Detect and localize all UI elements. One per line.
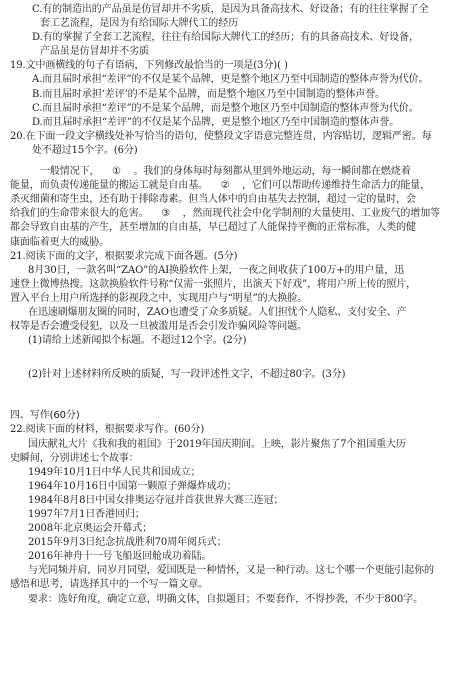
q22-material-line-1: 国庆献礼大片《我和我的祖国》于2019年国庆期间。上映，影片聚焦了7个祖国重大历 bbox=[28, 438, 406, 450]
q20-passage-line-6: 康面临着更大的威胁。 bbox=[10, 236, 109, 248]
q21-news-line-3: 置入平台上用户所选择的影视段之中，实现用户与“明星”的大换脸。 bbox=[10, 292, 308, 304]
q22-event-1: 1949年10月1日中华人民共和国成立； bbox=[28, 466, 201, 478]
question-22-stem: 22.阅读下面的材料，根据要求写作。(60分) bbox=[10, 424, 205, 436]
answer-space-2[interactable] bbox=[10, 382, 461, 402]
q20-text: 给我们的生命带来很大的危害。 bbox=[10, 208, 149, 220]
answer-blank-3[interactable]: ③ bbox=[161, 208, 171, 220]
q20-passage-line-2 bbox=[10, 179, 461, 193]
section-heading-writing: 四、写作(60分) bbox=[10, 410, 80, 422]
q20-text: ，然而现代社会中化学制剂的大量使用、工业废气的增加等 bbox=[182, 208, 441, 220]
q21-sub-question-1: (1)请给上述新闻拟个标题。不超过12个字。(2分) bbox=[28, 335, 247, 347]
q22-requirements: 要求：选好角度，确定立意，明确文体，自拟题目；不要套作，不得抄袭，不少于800字。 bbox=[28, 593, 423, 605]
option-d-line-1: D.有的掌握了全套工艺流程，往往有给国际大牌代工的经历；有的具备高技术、好设备， bbox=[32, 32, 419, 44]
q20-passage-line-4 bbox=[10, 207, 461, 221]
q21-news-line-4: 在迅速刷爆朋友圈的同时，ZAO也遭受了众多质疑。人们担忧个人隐私、支付安全、产 bbox=[28, 306, 407, 318]
q22-prompt-line-2: 感悟和思考，请选择其中的一个写一篇文章。 bbox=[10, 579, 208, 591]
question-20-stem-1: 20.在下面一段文字横线处补写恰当的语句，使整段文字语意完整连贯，内容贴切，逻辑严密。每 bbox=[10, 130, 432, 142]
q22-event-7: 2016年神舟十一号飞船返回舱成功着陆。 bbox=[28, 551, 212, 563]
q19-option-d: D.而且届时承担“差评”的不仅是某个品牌，更是整个地区乃至中国制造的整体声誉。 bbox=[32, 116, 400, 128]
q22-event-5: 2008年北京奥运会开幕式； bbox=[28, 523, 153, 535]
q22-material-line-2: 史瞬间，分别讲述七个故事： bbox=[10, 452, 139, 464]
q22-event-4: 1997年7月1日香港回归； bbox=[28, 509, 145, 520]
question-20-stem-2: 处不超过15个字。(6分) bbox=[32, 144, 138, 156]
q22-prompt-line-1: 与光同频并肩，同岁月同望，爱国既是一种情怀，又是一种行动。这七个哪一个更能引起你的 bbox=[28, 565, 434, 577]
option-c-line-1: C.有的制造出的产品虽是仿冒却并不劣质，是因为具备高技术、好设备；有的往往掌握了全 bbox=[32, 4, 429, 15]
q22-event-2: 1964年10月16日中国第一颗原子弹爆炸成功； bbox=[28, 480, 237, 492]
q20-passage-line-3: 杀灭细菌和寄生虫，还有助于排除毒素。但当人体中的自由基失去控制，超过一定的量时，会 bbox=[10, 194, 416, 206]
q19-option-c: C.而且届时承担“差评”的不是某个品牌，而是整个地区乃至中国制造的整体声誉为代价。 bbox=[32, 102, 419, 114]
q19-option-b: B.而且届时承担‘差评’的不是某个品牌，而是整个地区乃至中国制造的整体声誉。 bbox=[32, 88, 386, 100]
q21-news-line-5: 权等是否会遭受侵犯，以及一旦被滥用是否会引发诈骗风险等问题。 bbox=[10, 321, 307, 333]
q20-text: 。我们的身体每时每刻都从里到外地运动，每一瞬间都在燃烧着 bbox=[133, 166, 411, 178]
q20-text: ，它们可以帮助传递维持生命活力的能量， bbox=[242, 180, 431, 192]
q20-passage-line-5: 都会导致自由基的产生，甚至增加的自由基，早已超过了人能保持平衡的正常标准，人类的健 bbox=[10, 222, 416, 234]
q22-event-3: 1984年8月8日中国女排奥运夺冠并首获世界大赛三连冠； bbox=[28, 494, 284, 506]
option-d-line-2: 产品虽是仿冒却并不劣质 bbox=[40, 46, 149, 58]
q21-news-line-2: 速登上微博热搜。这款换脸软件号称“仅需一张照片，出演天下好戏”，将用户所上传的照片， bbox=[10, 278, 417, 290]
q20-passage-line-1 bbox=[10, 165, 461, 179]
q21-sub-question-2: (2)针对上述材料所反映的质疑，写一段评述性文字，不超过80字。(3分) bbox=[28, 369, 346, 381]
answer-blank-2[interactable]: ② bbox=[220, 180, 230, 192]
q20-text: 能量，而负责传递能量的搬运工就是自由基。 bbox=[10, 180, 208, 192]
option-c-line-2: 套工艺流程，是因为有给国际大牌代工的经历 bbox=[40, 18, 238, 30]
q20-text: 一般情况下， bbox=[40, 166, 100, 178]
q22-event-6: 2015年9月3日纪念抗战胜利70周年阅兵式； bbox=[28, 537, 227, 549]
question-21-stem: 21.阅读下面的文字，根据要求完成下面各题。(5分) bbox=[10, 250, 238, 262]
question-19-stem: 19.文中画横线的句子有语病，下列修改最恰当的一项是(3分)( ) bbox=[10, 60, 288, 72]
answer-blank-1[interactable]: ① bbox=[111, 166, 121, 178]
q19-option-a: A.而且届时承担“差评”的不仅是某个品牌，更是整个地区乃至中国制造的整体声誉为代价。 bbox=[32, 74, 429, 86]
q21-news-line-1: 8月30日，一款名叫“ZAO”的AI换脸软件上架，一夜之间收获了100万+的用户量，迅 bbox=[28, 264, 405, 276]
answer-space-1[interactable] bbox=[10, 348, 461, 368]
